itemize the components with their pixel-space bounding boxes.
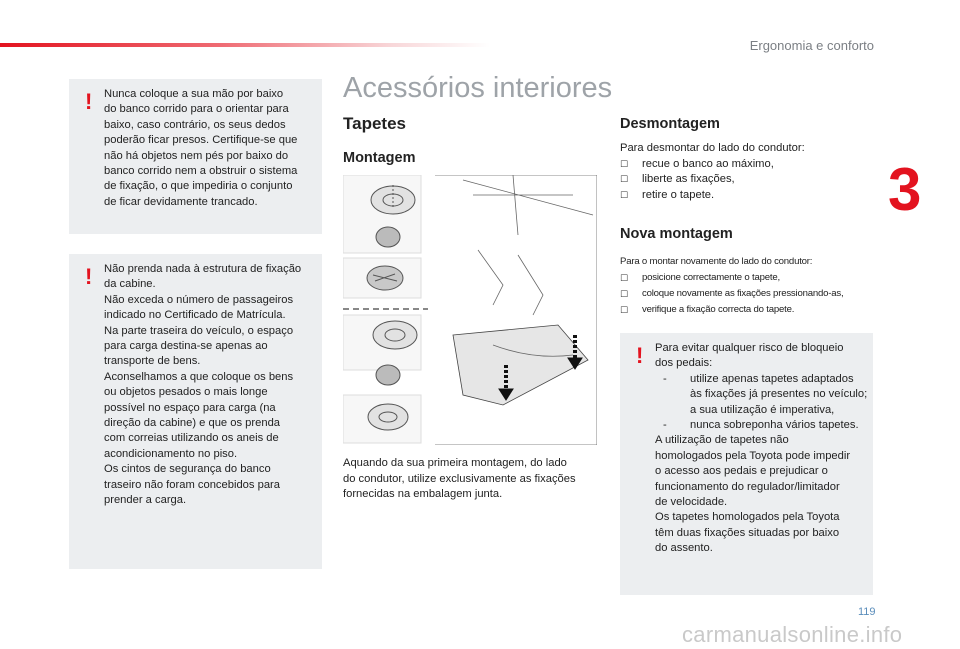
- warning-icon: !: [636, 343, 644, 368]
- warning-text-pedals: Para evitar qualquer risco de bloqueio dos pedais: - utilize apenas tapetes adaptados às fixações já presentes no veículo; a sua utilização é imperativa, - nunca sobreponha vários tapetes. A utilização de tapetes não homologados pela Toyota pode impedir o acesso aos pedais e prejudicar o funcionamento do regulador/limitador de velocidade. Os tapetes homologados pela Toyota têm duas fixações situadas por baixo do assento.: [655, 342, 868, 555]
- fixation-steps-icon: [343, 175, 428, 443]
- checkbox-bullet-icon: ☐: [620, 289, 628, 299]
- page-number: 119: [858, 606, 876, 618]
- floor-mat-illustration: [343, 175, 597, 445]
- header-accent-bar: [0, 43, 490, 47]
- nova-montagem-list: [620, 254, 880, 318]
- warning-text-cargo: Não prenda nada à estrutura de fixação da cabine. Não exceda o número de passageiros indicado no Certificado de Matrícula. Na parte traseira do veículo, o espaço para carga destina-se apenas ao transporte de bens. Aconselhamos a que coloque os bens ou objetos pesados o mais longe possível no espaço para carga (na direção da cabine) e que os prenda com correias utilizando os aneis de acondicionamento no piso. Os cintos de segurança do banco traseiro não foram concebidos para prender a carga.: [104, 263, 302, 507]
- list-item: ☐ retire o tapete.: [620, 188, 880, 204]
- watermark: carmanualsonline.info: [682, 622, 903, 647]
- chapter-number: 3: [888, 156, 922, 223]
- section-heading-tapetes: Tapetes: [343, 114, 406, 133]
- heading-montagem: Montagem: [343, 150, 416, 166]
- checkbox-bullet-icon: ☐: [620, 273, 628, 283]
- list-item: ☐ liberte as fixações,: [620, 172, 880, 188]
- heading-nova-montagem: Nova montagem: [620, 226, 733, 242]
- list-item: ☐ verifique a fixação correcta do tapete.: [620, 302, 880, 318]
- list-item: - utilize apenas tapetes adaptados às fixações já presentes no veículo; a sua utilização é imperativa,: [663, 372, 868, 416]
- list-item: ☐ coloque novamente as fixações pressionando-as,: [620, 286, 880, 302]
- checkbox-bullet-icon: ☐: [620, 305, 628, 315]
- checkbox-bullet-icon: ☐: [620, 174, 629, 184]
- warning-icon: !: [85, 89, 93, 114]
- list-item: ☐ posicione correctamente o tapete,: [620, 270, 880, 286]
- heading-desmontagem: Desmontagem: [620, 116, 720, 132]
- warning-text-seat: Nunca coloque a sua mão por baixo do banco corrido para o orientar para baixo, caso contrário, os seus dedos poderão ficar presos. Certifique-se que não há objetos nem pés por baixo do banco corrido nem a obstruir o sistema de fixação, o que impediria o conjunto de ficar devidamente trancado.: [104, 88, 298, 208]
- desmontagem-list: [620, 141, 880, 203]
- list-item: ☐ recue o banco ao máximo,: [620, 157, 880, 173]
- checkbox-bullet-icon: ☐: [620, 189, 629, 200]
- warning-box-pedals: [620, 333, 873, 595]
- section-title: Ergonomia e conforto: [749, 38, 874, 53]
- warning-box-cargo: [69, 254, 322, 569]
- footwell-drawing: [435, 175, 597, 445]
- nova-montagem-intro: Para o montar novamente do lado do condutor:: [620, 256, 813, 267]
- figure-caption: Aquando da sua primeira montagem, do lado do condutor, utilize exclusivamente as fixações fornecidas na embalagem junta.: [343, 457, 576, 500]
- checkbox-bullet-icon: ☐: [620, 158, 629, 169]
- warning-box-seat: [69, 79, 322, 234]
- desmontagem-intro: Para desmontar do lado do condutor:: [620, 142, 805, 154]
- warning-icon: !: [85, 264, 93, 289]
- page-title: Acessórios interiores: [343, 72, 613, 104]
- list-item: - nunca sobreponha vários tapetes.: [663, 419, 859, 432]
